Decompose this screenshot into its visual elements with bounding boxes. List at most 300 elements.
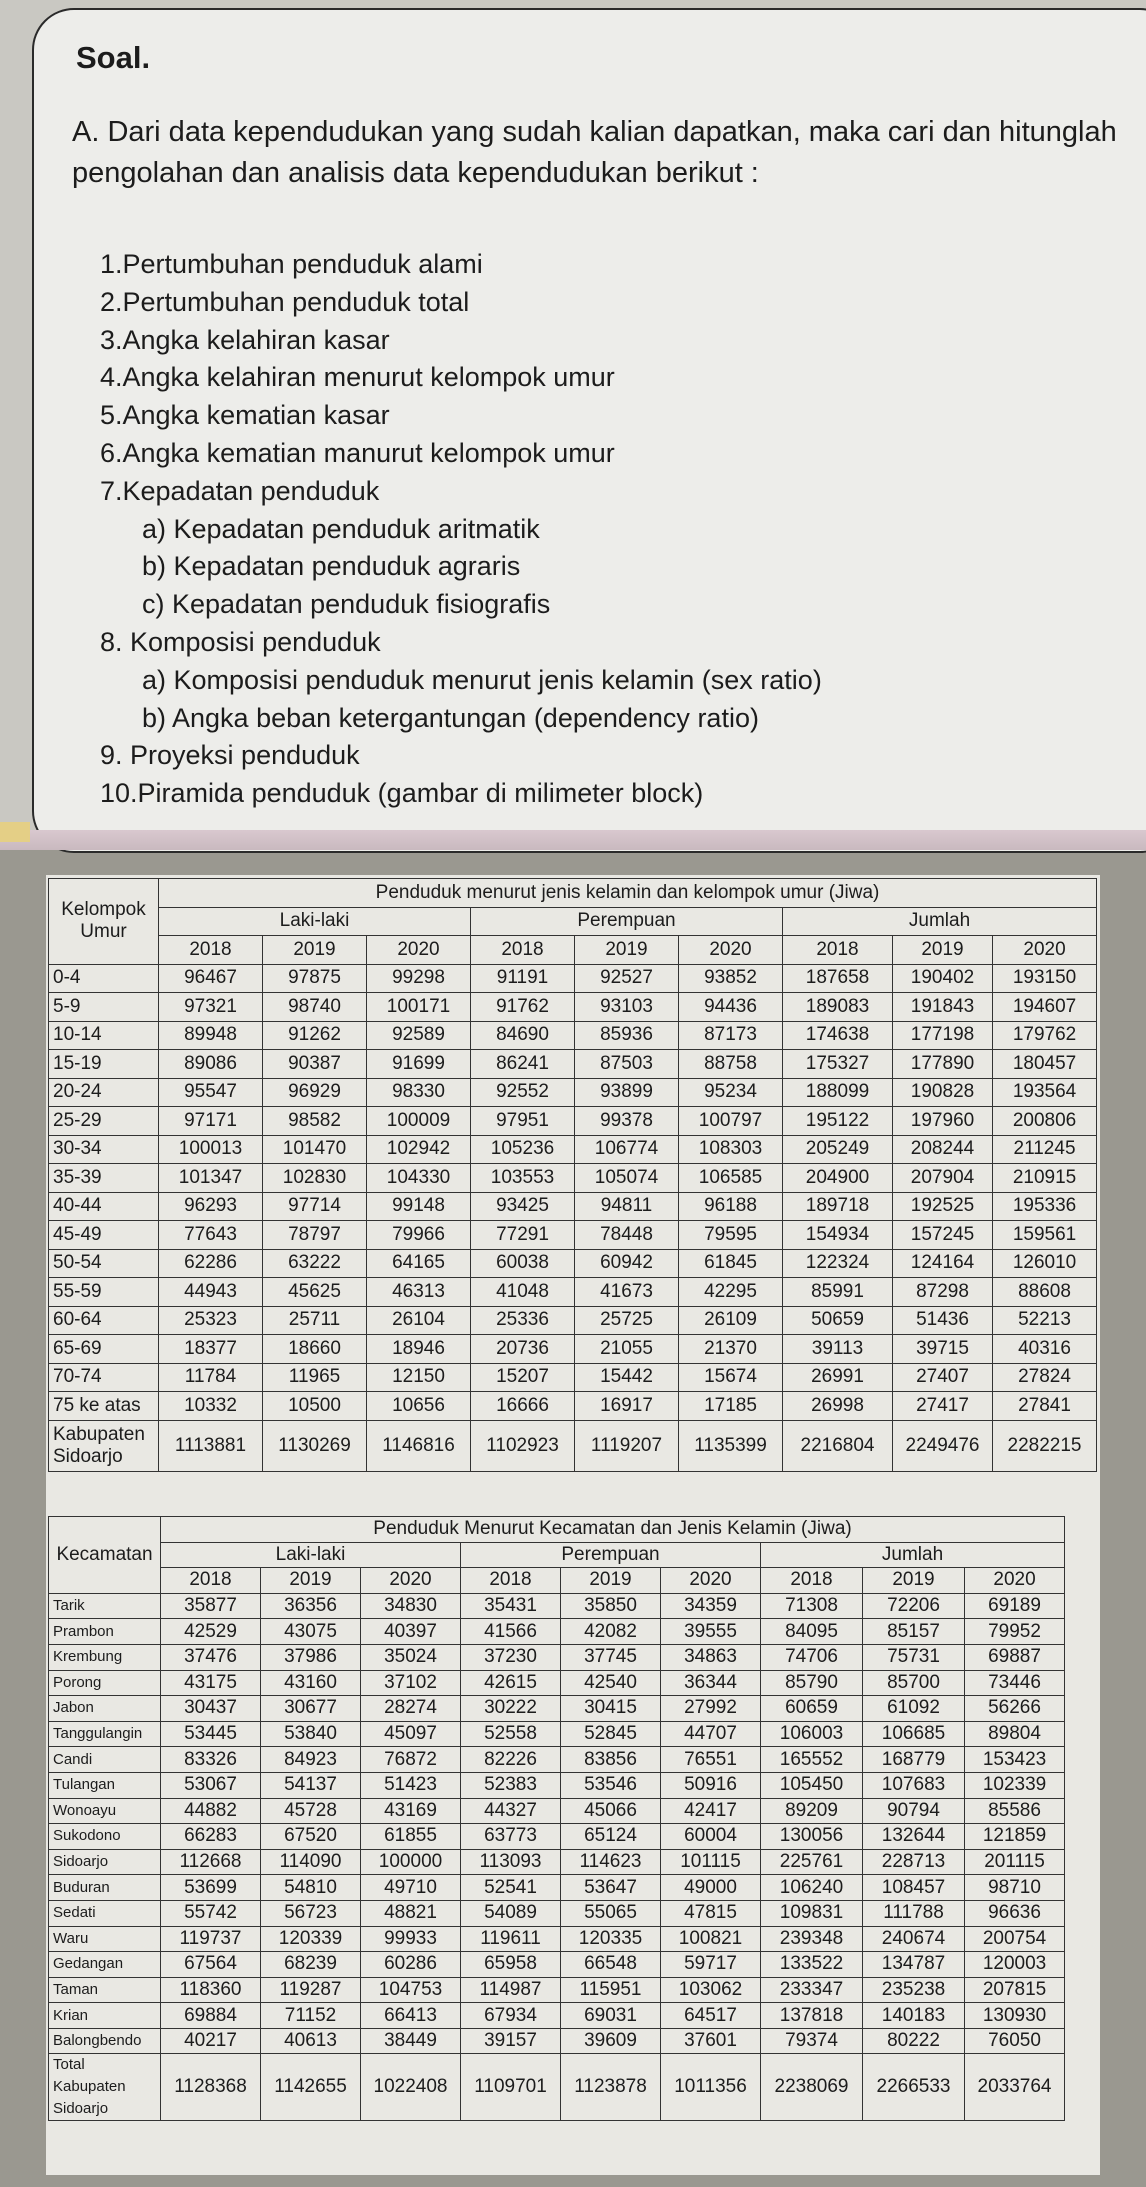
- value-cell: 233347: [761, 1977, 863, 2003]
- value-cell: 119287: [261, 1977, 361, 2003]
- year-header: 2018: [761, 1568, 863, 1594]
- row-label: Waru: [49, 1926, 161, 1952]
- value-cell: 106003: [761, 1721, 863, 1747]
- value-cell: 103553: [471, 1164, 575, 1193]
- value-cell: 37745: [561, 1644, 661, 1670]
- value-cell: 60038: [471, 1249, 575, 1278]
- row-label: Jabon: [49, 1696, 161, 1722]
- value-cell: 61855: [361, 1824, 461, 1850]
- table-row: [49, 1721, 1065, 1747]
- value-cell: 39555: [661, 1619, 761, 1645]
- age-group-population-table: [48, 878, 1097, 1472]
- group-header: Jumlah: [761, 1542, 1065, 1568]
- value-cell: 42417: [661, 1798, 761, 1824]
- value-cell: 26104: [367, 1306, 471, 1335]
- value-cell: 207904: [893, 1164, 993, 1193]
- value-cell: 35431: [461, 1593, 561, 1619]
- value-cell: 39715: [893, 1335, 993, 1364]
- value-cell: 46313: [367, 1278, 471, 1307]
- value-cell: 68239: [261, 1952, 361, 1978]
- value-cell: 122324: [783, 1249, 893, 1278]
- value-cell: 240674: [863, 1926, 965, 1952]
- value-cell: 18946: [367, 1335, 471, 1364]
- value-cell: 106685: [863, 1721, 965, 1747]
- value-cell: 93425: [471, 1192, 575, 1221]
- row-label: Taman: [49, 1977, 161, 2003]
- value-cell: 15442: [575, 1363, 679, 1392]
- value-cell: 37230: [461, 1644, 561, 1670]
- value-cell: 43175: [161, 1670, 261, 1696]
- value-cell: 18660: [263, 1335, 367, 1364]
- table-row: [49, 1849, 1065, 1875]
- total-value: 1113881: [159, 1420, 263, 1471]
- value-cell: 197960: [893, 1107, 993, 1136]
- table-row: [49, 964, 1097, 993]
- total-value: 1011356: [661, 2054, 761, 2121]
- table-row: [49, 1619, 1065, 1645]
- value-cell: 69031: [561, 2003, 661, 2029]
- value-cell: 174638: [783, 1021, 893, 1050]
- group-header: Perempuan: [471, 907, 783, 936]
- value-cell: 36344: [661, 1670, 761, 1696]
- value-cell: 50916: [661, 1772, 761, 1798]
- value-cell: 157245: [893, 1221, 993, 1250]
- value-cell: 69884: [161, 2003, 261, 2029]
- value-cell: 37601: [661, 2028, 761, 2054]
- value-cell: 42615: [461, 1670, 561, 1696]
- year-header-row: [49, 1568, 1065, 1594]
- year-header: 2018: [159, 936, 263, 965]
- yellow-tab: [0, 822, 30, 842]
- total-value: 1119207: [575, 1420, 679, 1471]
- value-cell: 38449: [361, 2028, 461, 2054]
- value-cell: 55065: [561, 1900, 661, 1926]
- value-cell: 34863: [661, 1644, 761, 1670]
- table-row: [49, 1593, 1065, 1619]
- value-cell: 89948: [159, 1021, 263, 1050]
- value-cell: 97171: [159, 1107, 263, 1136]
- value-cell: 17185: [679, 1392, 783, 1421]
- table-title: Penduduk Menurut Kecamatan dan Jenis Kelamin (Jiwa): [161, 1517, 1065, 1543]
- value-cell: 18377: [159, 1335, 263, 1364]
- value-cell: 187658: [783, 964, 893, 993]
- value-cell: 43169: [361, 1798, 461, 1824]
- value-cell: 53445: [161, 1721, 261, 1747]
- year-header: 2019: [863, 1568, 965, 1594]
- value-cell: 177198: [893, 1021, 993, 1050]
- value-cell: 96293: [159, 1192, 263, 1221]
- value-cell: 64517: [661, 2003, 761, 2029]
- table-row: [49, 1335, 1097, 1364]
- value-cell: 108303: [679, 1135, 783, 1164]
- question-subitem: c) Kepadatan penduduk fisiografis: [142, 589, 551, 620]
- value-cell: 101347: [159, 1164, 263, 1193]
- value-cell: 67934: [461, 2003, 561, 2029]
- value-cell: 37476: [161, 1644, 261, 1670]
- value-cell: 108457: [863, 1875, 965, 1901]
- question-item: 5.Angka kematian kasar: [100, 400, 390, 431]
- value-cell: 93899: [575, 1078, 679, 1107]
- value-cell: 91699: [367, 1050, 471, 1079]
- total-value: 2216804: [783, 1420, 893, 1471]
- value-cell: 60004: [661, 1824, 761, 1850]
- pink-paper-strip: [0, 830, 1146, 850]
- value-cell: 77291: [471, 1221, 575, 1250]
- value-cell: 10332: [159, 1392, 263, 1421]
- value-cell: 93103: [575, 993, 679, 1022]
- value-cell: 137818: [761, 2003, 863, 2029]
- value-cell: 91762: [471, 993, 575, 1022]
- year-header-row: [49, 936, 1097, 965]
- row-label: Buduran: [49, 1875, 161, 1901]
- row-label: 10-14: [49, 1021, 159, 1050]
- table-row: [49, 1696, 1065, 1722]
- value-cell: 100009: [367, 1107, 471, 1136]
- row-label: Sidoarjo: [49, 1849, 161, 1875]
- row-label: 75 ke atas: [49, 1392, 159, 1421]
- value-cell: 20736: [471, 1335, 575, 1364]
- row-label: Sukodono: [49, 1824, 161, 1850]
- value-cell: 94436: [679, 993, 783, 1022]
- row-label: 45-49: [49, 1221, 159, 1250]
- value-cell: 41566: [461, 1619, 561, 1645]
- value-cell: 79966: [367, 1221, 471, 1250]
- table-row: [49, 1078, 1097, 1107]
- value-cell: 16666: [471, 1392, 575, 1421]
- value-cell: 105236: [471, 1135, 575, 1164]
- value-cell: 84690: [471, 1021, 575, 1050]
- value-cell: 235238: [863, 1977, 965, 2003]
- row-label: 30-34: [49, 1135, 159, 1164]
- value-cell: 30415: [561, 1696, 661, 1722]
- value-cell: 87298: [893, 1278, 993, 1307]
- value-cell: 71308: [761, 1593, 863, 1619]
- total-label: Total Kabupaten Sidoarjo: [49, 2054, 161, 2121]
- value-cell: 120339: [261, 1926, 361, 1952]
- table-row: [49, 2028, 1065, 2054]
- value-cell: 66283: [161, 1824, 261, 1850]
- value-cell: 60659: [761, 1696, 863, 1722]
- value-cell: 48821: [361, 1900, 461, 1926]
- value-cell: 12150: [367, 1363, 471, 1392]
- value-cell: 87503: [575, 1050, 679, 1079]
- row-label: Gedangan: [49, 1952, 161, 1978]
- value-cell: 102942: [367, 1135, 471, 1164]
- table-row: [49, 993, 1097, 1022]
- value-cell: 74706: [761, 1644, 863, 1670]
- value-cell: 56723: [261, 1900, 361, 1926]
- soal-title: Soal.: [76, 40, 151, 75]
- total-label: Kabupaten Sidoarjo: [49, 1420, 159, 1471]
- row-label: Wonoayu: [49, 1798, 161, 1824]
- table-row: [49, 1747, 1065, 1773]
- value-cell: 98740: [263, 993, 367, 1022]
- value-cell: 112668: [161, 1849, 261, 1875]
- value-cell: 52213: [993, 1306, 1097, 1335]
- total-value: 1146816: [367, 1420, 471, 1471]
- value-cell: 85991: [783, 1278, 893, 1307]
- value-cell: 21370: [679, 1335, 783, 1364]
- value-cell: 107683: [863, 1772, 965, 1798]
- question-subitem: a) Kepadatan penduduk aritmatik: [142, 513, 540, 544]
- value-cell: 67564: [161, 1952, 261, 1978]
- value-cell: 27841: [993, 1392, 1097, 1421]
- value-cell: 42082: [561, 1619, 661, 1645]
- value-cell: 79952: [965, 1619, 1065, 1645]
- year-header: 2018: [461, 1568, 561, 1594]
- value-cell: 66548: [561, 1952, 661, 1978]
- question-item: 1.Pertumbuhan penduduk alami: [100, 249, 483, 279]
- value-cell: 96188: [679, 1192, 783, 1221]
- value-cell: 72206: [863, 1593, 965, 1619]
- table-row: [49, 1278, 1097, 1307]
- value-cell: 200806: [993, 1107, 1097, 1136]
- value-cell: 30677: [261, 1696, 361, 1722]
- value-cell: 76872: [361, 1747, 461, 1773]
- row-label: 50-54: [49, 1249, 159, 1278]
- question-subitem: a) Komposisi penduduk menurut jenis kelamin (sex ratio): [142, 664, 822, 695]
- total-value: 1128368: [161, 2054, 261, 2121]
- value-cell: 15674: [679, 1363, 783, 1392]
- value-cell: 84923: [261, 1747, 361, 1773]
- value-cell: 114090: [261, 1849, 361, 1875]
- table-row: [49, 1392, 1097, 1421]
- table-row: [49, 1977, 1065, 2003]
- row-label: 15-19: [49, 1050, 159, 1079]
- total-value: 2238069: [761, 2054, 863, 2121]
- value-cell: 99933: [361, 1926, 461, 1952]
- value-cell: 195336: [993, 1192, 1097, 1221]
- total-value: 1022408: [361, 2054, 461, 2121]
- value-cell: 69887: [965, 1644, 1065, 1670]
- question-subitem: b) Angka beban ketergantungan (dependency ratio): [142, 702, 759, 733]
- value-cell: 134787: [863, 1952, 965, 1978]
- table-row: [49, 1221, 1097, 1250]
- value-cell: 53840: [261, 1721, 361, 1747]
- value-cell: 89804: [965, 1721, 1065, 1747]
- value-cell: 27992: [661, 1696, 761, 1722]
- value-cell: 69189: [965, 1593, 1065, 1619]
- value-cell: 35850: [561, 1593, 661, 1619]
- district-population-table: [48, 1516, 1065, 2121]
- value-cell: 41048: [471, 1278, 575, 1307]
- value-cell: 42540: [561, 1670, 661, 1696]
- value-cell: 114987: [461, 1977, 561, 2003]
- value-cell: 97321: [159, 993, 263, 1022]
- value-cell: 44707: [661, 1721, 761, 1747]
- value-cell: 30222: [461, 1696, 561, 1722]
- value-cell: 101470: [263, 1135, 367, 1164]
- value-cell: 225761: [761, 1849, 863, 1875]
- group-header: Laki-laki: [161, 1542, 461, 1568]
- value-cell: 15207: [471, 1363, 575, 1392]
- table-row: [49, 1875, 1065, 1901]
- value-cell: 78448: [575, 1221, 679, 1250]
- value-cell: 35024: [361, 1644, 461, 1670]
- row-label: Porong: [49, 1670, 161, 1696]
- value-cell: 65124: [561, 1824, 661, 1850]
- value-cell: 47815: [661, 1900, 761, 1926]
- group-header: Laki-laki: [159, 907, 471, 936]
- value-cell: 120003: [965, 1952, 1065, 1978]
- value-cell: 52383: [461, 1772, 561, 1798]
- total-value: 1109701: [461, 2054, 561, 2121]
- row-label: 70-74: [49, 1363, 159, 1392]
- value-cell: 121859: [965, 1824, 1065, 1850]
- year-header: 2020: [367, 936, 471, 965]
- value-cell: 10500: [263, 1392, 367, 1421]
- value-cell: 71152: [261, 2003, 361, 2029]
- value-cell: 98710: [965, 1875, 1065, 1901]
- value-cell: 119737: [161, 1926, 261, 1952]
- value-cell: 189718: [783, 1192, 893, 1221]
- row-label: 35-39: [49, 1164, 159, 1193]
- table-row: [49, 1900, 1065, 1926]
- group-header-row: [49, 907, 1097, 936]
- value-cell: 61092: [863, 1696, 965, 1722]
- row-label: 25-29: [49, 1107, 159, 1136]
- table-row: [49, 1772, 1065, 1798]
- value-cell: 104753: [361, 1977, 461, 2003]
- header-row: [49, 879, 1097, 908]
- value-cell: 40217: [161, 2028, 261, 2054]
- value-cell: 113093: [461, 1849, 561, 1875]
- value-cell: 191843: [893, 993, 993, 1022]
- total-value: 2249476: [893, 1420, 993, 1471]
- row-label: Tulangan: [49, 1772, 161, 1798]
- value-cell: 96467: [159, 964, 263, 993]
- table-row: [49, 1192, 1097, 1221]
- value-cell: 44943: [159, 1278, 263, 1307]
- value-cell: 105074: [575, 1164, 679, 1193]
- value-cell: 239348: [761, 1926, 863, 1952]
- table-row: [49, 1306, 1097, 1335]
- table-row: [49, 1164, 1097, 1193]
- value-cell: 87173: [679, 1021, 783, 1050]
- year-header: 2018: [471, 936, 575, 965]
- table-row: [49, 1670, 1065, 1696]
- value-cell: 102830: [263, 1164, 367, 1193]
- table-row: [49, 1021, 1097, 1050]
- value-cell: 100171: [367, 993, 471, 1022]
- value-cell: 67520: [261, 1824, 361, 1850]
- value-cell: 25336: [471, 1306, 575, 1335]
- value-cell: 180457: [993, 1050, 1097, 1079]
- year-header: 2019: [561, 1568, 661, 1594]
- value-cell: 188099: [783, 1078, 893, 1107]
- question-subitem: b) Kepadatan penduduk agraris: [142, 551, 521, 582]
- value-cell: 201115: [965, 1849, 1065, 1875]
- question-item: 10.Piramida penduduk (gambar di milimeter block): [100, 778, 704, 809]
- year-header: 2020: [661, 1568, 761, 1594]
- table-row: [49, 1050, 1097, 1079]
- value-cell: 111788: [863, 1900, 965, 1926]
- value-cell: 45625: [263, 1278, 367, 1307]
- value-cell: 11965: [263, 1363, 367, 1392]
- question-item: 7.Kepadatan penduduk: [100, 475, 380, 506]
- value-cell: 76050: [965, 2028, 1065, 2054]
- value-cell: 30437: [161, 1696, 261, 1722]
- value-cell: 130930: [965, 2003, 1065, 2029]
- value-cell: 100797: [679, 1107, 783, 1136]
- column-label: Kecamatan: [49, 1517, 161, 1594]
- value-cell: 80222: [863, 2028, 965, 2054]
- value-cell: 193150: [993, 964, 1097, 993]
- header-row: [49, 1517, 1065, 1543]
- value-cell: 82226: [461, 1747, 561, 1773]
- total-value: 1130269: [263, 1420, 367, 1471]
- value-cell: 104330: [367, 1164, 471, 1193]
- value-cell: 36356: [261, 1593, 361, 1619]
- value-cell: 119611: [461, 1926, 561, 1952]
- row-label: Krian: [49, 2003, 161, 2029]
- value-cell: 43160: [261, 1670, 361, 1696]
- value-cell: 168779: [863, 1747, 965, 1773]
- value-cell: 154934: [783, 1221, 893, 1250]
- value-cell: 60286: [361, 1952, 461, 1978]
- value-cell: 54089: [461, 1900, 561, 1926]
- value-cell: 207815: [965, 1977, 1065, 2003]
- value-cell: 205249: [783, 1135, 893, 1164]
- value-cell: 53546: [561, 1772, 661, 1798]
- row-label: Balongbendo: [49, 2028, 161, 2054]
- value-cell: 53647: [561, 1875, 661, 1901]
- value-cell: 45728: [261, 1798, 361, 1824]
- value-cell: 96636: [965, 1900, 1065, 1926]
- value-cell: 95547: [159, 1078, 263, 1107]
- table-row: [49, 2003, 1065, 2029]
- value-cell: 27407: [893, 1363, 993, 1392]
- value-cell: 40613: [261, 2028, 361, 2054]
- value-cell: 200754: [965, 1926, 1065, 1952]
- value-cell: 25323: [159, 1306, 263, 1335]
- value-cell: 73446: [965, 1670, 1065, 1696]
- total-value: 2266533: [863, 2054, 965, 2121]
- value-cell: 66413: [361, 2003, 461, 2029]
- row-label: 60-64: [49, 1306, 159, 1335]
- value-cell: 39113: [783, 1335, 893, 1364]
- row-label: 65-69: [49, 1335, 159, 1364]
- value-cell: 90794: [863, 1798, 965, 1824]
- value-cell: 39157: [461, 2028, 561, 2054]
- value-cell: 92527: [575, 964, 679, 993]
- value-cell: 92589: [367, 1021, 471, 1050]
- value-cell: 228713: [863, 1849, 965, 1875]
- value-cell: 65958: [461, 1952, 561, 1978]
- value-cell: 88758: [679, 1050, 783, 1079]
- value-cell: 195122: [783, 1107, 893, 1136]
- value-cell: 41673: [575, 1278, 679, 1307]
- value-cell: 91191: [471, 964, 575, 993]
- value-cell: 91262: [263, 1021, 367, 1050]
- value-cell: 83856: [561, 1747, 661, 1773]
- year-header: 2019: [261, 1568, 361, 1594]
- value-cell: 95234: [679, 1078, 783, 1107]
- year-header: 2019: [575, 936, 679, 965]
- value-cell: 105450: [761, 1772, 863, 1798]
- row-label: 55-59: [49, 1278, 159, 1307]
- value-cell: 34830: [361, 1593, 461, 1619]
- value-cell: 59717: [661, 1952, 761, 1978]
- value-cell: 51423: [361, 1772, 461, 1798]
- value-cell: 99378: [575, 1107, 679, 1136]
- value-cell: 21055: [575, 1335, 679, 1364]
- value-cell: 62286: [159, 1249, 263, 1278]
- value-cell: 153423: [965, 1747, 1065, 1773]
- value-cell: 130056: [761, 1824, 863, 1850]
- value-cell: 40397: [361, 1619, 461, 1645]
- value-cell: 109831: [761, 1900, 863, 1926]
